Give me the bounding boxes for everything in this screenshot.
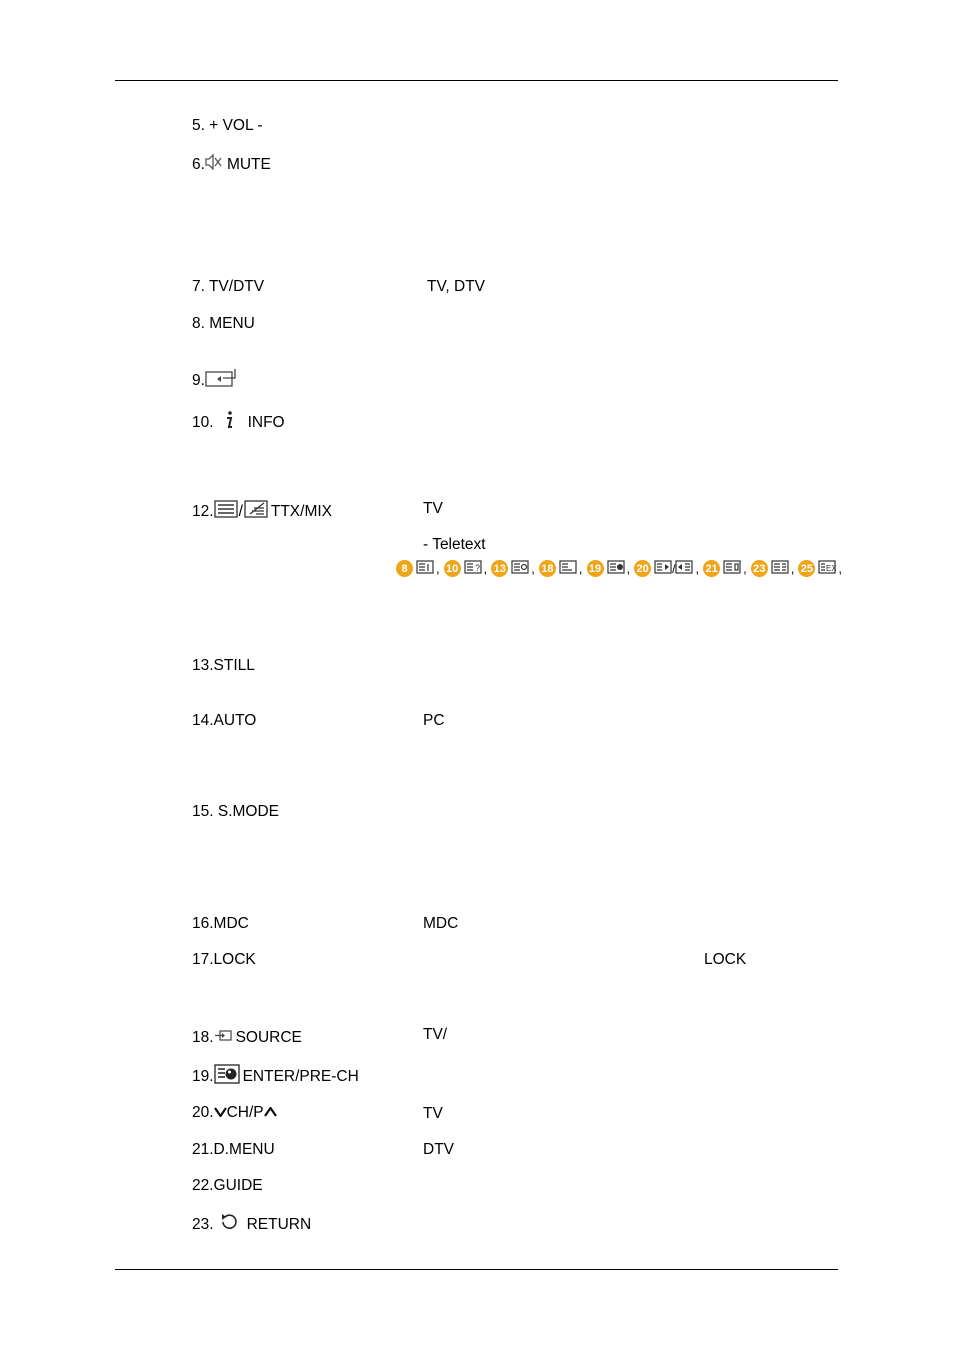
pre-ch-label: ENTER/PRE-CH: [242, 1067, 359, 1085]
info-num: 10.: [192, 413, 214, 431]
mute-item: [192, 154, 271, 175]
teletext-index-icon: [416, 560, 434, 577]
teletext-exit-icon: [818, 560, 836, 577]
teletext-label: - Teletext: [423, 536, 486, 553]
badge-21: 21: [703, 560, 720, 577]
guide-label: 22.GUIDE: [192, 1177, 263, 1194]
ttx-num: 12.: [192, 502, 214, 520]
mdc-desc: MDC: [423, 915, 459, 932]
badge-18: 18: [539, 560, 556, 577]
teletext-buttons: 8 , 10 ? , 13 , 18 , 19 , 20 / , 21 , 23 , 25 EX ,: [396, 560, 846, 577]
dmenu-label: 21.D.MENU: [192, 1141, 275, 1158]
teletext-hold-icon: [723, 560, 741, 577]
ttx-label: TTX/MIX: [270, 502, 333, 520]
return-icon: [220, 1213, 238, 1236]
return-num: 23.: [192, 1215, 214, 1233]
ttx-desc: TV: [423, 500, 443, 517]
info-icon: [224, 410, 234, 435]
ch-desc: TV: [423, 1105, 443, 1122]
badge-20: 20: [634, 560, 651, 577]
enter-icon: [205, 368, 237, 393]
vol-label: 5. + VOL -: [192, 117, 263, 134]
source-desc: TV/: [423, 1026, 448, 1043]
ch-down-icon: [214, 1104, 227, 1122]
lock-label: 17.LOCK: [192, 951, 256, 968]
teletext-icon: [214, 500, 238, 523]
teletext-page-up-icon: [654, 560, 672, 577]
svg-text:EX: EX: [826, 564, 837, 573]
lock-desc: LOCK: [704, 951, 747, 968]
badge-19: 19: [587, 560, 604, 577]
top-rule: [115, 80, 838, 81]
ttx-item: 12. / TTX/MIX: [192, 500, 332, 523]
return-item: [192, 1213, 311, 1236]
source-num: 18.: [192, 1029, 214, 1046]
teletext-sub-page-icon: [607, 560, 625, 577]
teletext-cancel-icon: [559, 560, 577, 577]
dmenu-desc: DTV: [423, 1141, 454, 1158]
info-item: [192, 410, 285, 435]
tvdtv-desc: TV, DTV: [427, 278, 485, 295]
mdc-label: 16.MDC: [192, 915, 249, 932]
source-label: SOURCE: [235, 1029, 302, 1046]
badge-13: 13: [491, 560, 508, 577]
bottom-rule: [115, 1269, 838, 1270]
ch-up-icon: [264, 1104, 277, 1122]
ch-item: [192, 1104, 277, 1122]
mute-label: MUTE: [226, 155, 271, 173]
still-label: 13.STILL: [192, 657, 255, 674]
pre-ch-icon: [214, 1064, 240, 1089]
teletext-reveal-icon: [464, 560, 482, 577]
mute-icon: [205, 154, 223, 175]
enter-item: [192, 368, 237, 393]
auto-desc: PC: [423, 712, 445, 729]
pre-ch-item: [192, 1064, 359, 1089]
svg-text:?: ?: [474, 563, 480, 573]
badge-8: 8: [396, 560, 413, 577]
teletext-list-icon: [771, 560, 789, 577]
ch-num: 20.: [192, 1104, 214, 1121]
badge-25: 25: [798, 560, 815, 577]
teletext-size-icon: [511, 560, 529, 577]
tvdtv-label: 7. TV/DTV: [192, 278, 265, 295]
enter-num: 9.: [192, 371, 205, 389]
mute-num: 6.: [192, 155, 205, 173]
source-item: [192, 1029, 302, 1047]
return-label: RETURN: [246, 1215, 312, 1233]
mix-icon: [244, 500, 268, 523]
smode-label: 15. S.MODE: [192, 803, 279, 820]
auto-label: 14.AUTO: [192, 712, 257, 729]
teletext-page-down-icon: [675, 560, 693, 577]
pre-ch-num: 19.: [192, 1067, 214, 1085]
menu-label: 8. MENU: [192, 315, 255, 332]
info-label: INFO: [247, 413, 285, 431]
badge-23: 23: [751, 560, 768, 577]
ch-label: CH/P: [226, 1104, 264, 1121]
source-icon: [214, 1029, 232, 1047]
badge-10: 10: [444, 560, 461, 577]
